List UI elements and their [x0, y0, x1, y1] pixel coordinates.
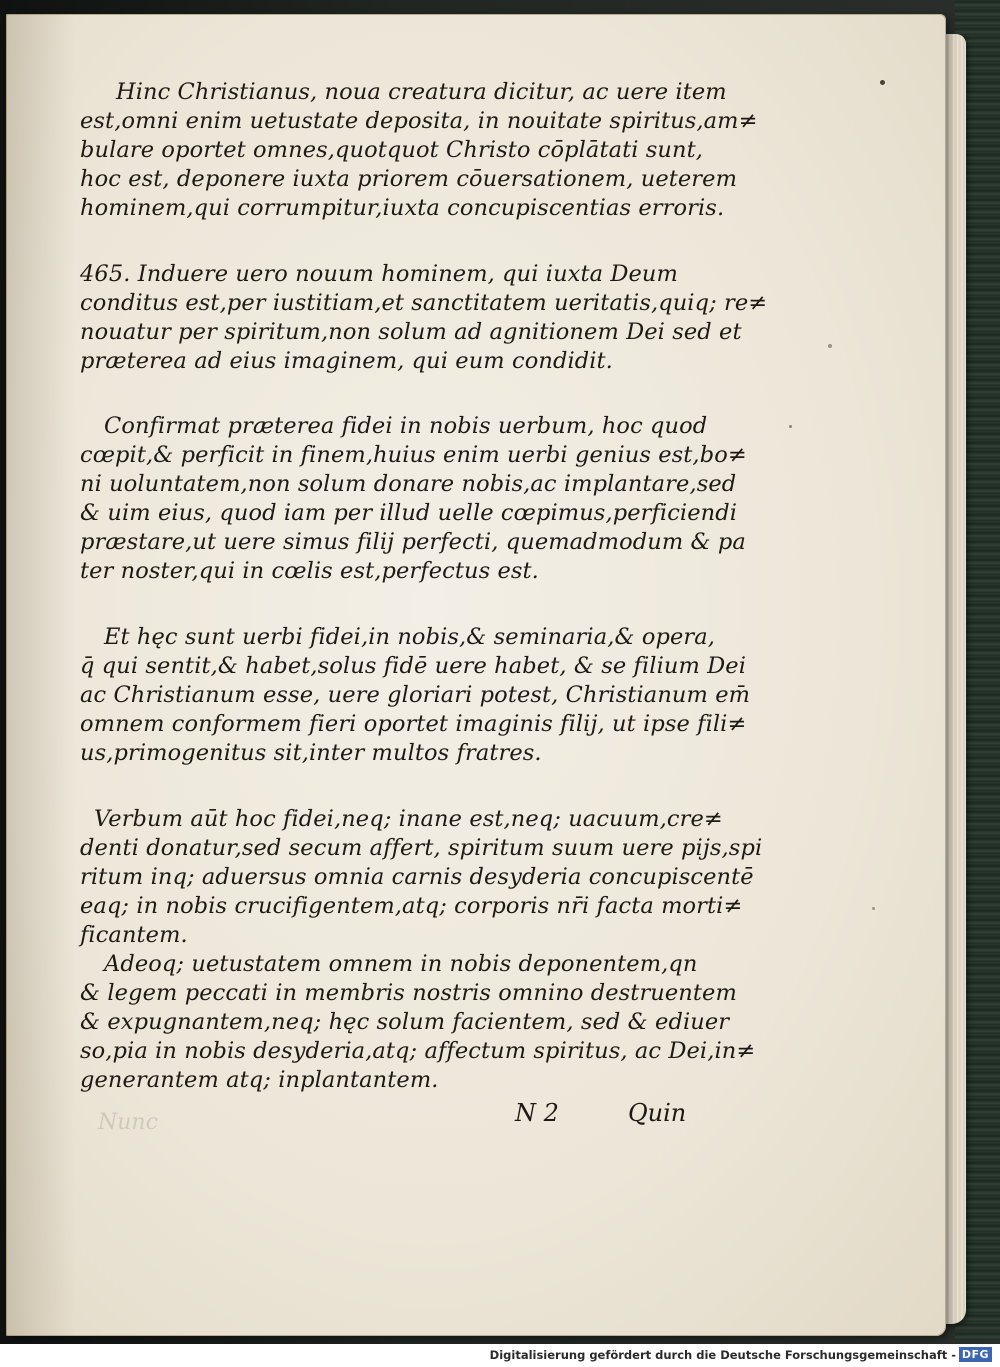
text-line: ritum inq; aduersus omnia carnis desyderia concupiscentē — [80, 864, 754, 890]
text-line: Confirmat præterea fidei in nobis uerbum, hoc quod — [104, 413, 708, 439]
text-line: & uim eius, quod iam per illud uelle cœpimus,perficiendi — [80, 500, 738, 526]
text-line: & legem peccati in membris nostris omnino destruentem — [80, 980, 737, 1006]
text-line: præterea ad eius imaginem, qui eum condidit. — [80, 348, 613, 374]
text-line: Hinc Christianus, noua creatura dicitur, ac uere item — [116, 79, 727, 105]
text-line: q̄ qui sentit,& habet,solus fidē uere habet, & se filium Dei — [80, 653, 746, 679]
text-line: Verbum aūt hoc fidei,neq; inane est,neq; uacuum,cre≠ — [94, 806, 723, 832]
text-line: & expugnantem,neq; hęc solum facientem, sed & ediuer — [80, 1009, 730, 1035]
paragraph — [80, 78, 758, 223]
text-line: 465. Induere uero nouum hominem, qui iuxta Deum — [80, 261, 678, 287]
ink-speck — [828, 344, 832, 348]
text-line: generantem atq; inplantantem. — [80, 1067, 439, 1093]
attribution-text: Digitalisierung gefördert durch die Deutsche Forschungsgemeinschaft - — [489, 1348, 956, 1362]
page-footer — [500, 1099, 720, 1131]
dfg-logo-icon: DFG — [959, 1347, 992, 1362]
text-line: Et hęc sunt uerbi fidei,in nobis,& seminaria,& opera, — [104, 624, 716, 650]
text-line: hoc est, deponere iuxta priorem cōuersationem, ueterem — [80, 166, 738, 192]
gutter-shadow — [6, 14, 76, 1336]
text-line: ac Christianum esse, uere gloriari potest, Christianum em̄ — [80, 682, 751, 708]
paragraph — [80, 950, 756, 1095]
text-line: hominem,qui corrumpitur,iuxta concupiscentias erroris. — [80, 195, 725, 221]
paragraph — [80, 260, 768, 376]
text-line: præstare,ut uere simus filij perfecti, quemadmodum & pa — [80, 529, 746, 555]
paragraph — [80, 623, 751, 768]
text-line: so,pia in nobis desyderia,atq; affectum spiritus, ac Dei,in≠ — [80, 1038, 756, 1064]
text-line: cœpit,& perficit in finem,huius enim uerbi genius est,bo≠ — [80, 442, 747, 468]
ink-speck — [880, 80, 885, 85]
page-text — [80, 78, 768, 1095]
catchword: Quin — [628, 1099, 687, 1127]
text-line: ficantem. — [80, 922, 188, 948]
paragraph — [80, 412, 747, 586]
text-line: bulare oportet omnes,quotquot Christo cōplātati sunt, — [80, 137, 704, 163]
text-line: conditus est,per iustitiam,et sanctitatem ueritatis,quiq; re≠ — [80, 290, 768, 316]
paragraph — [80, 805, 763, 950]
text-line: ter noster,qui in cœlis est,perfectus est. — [80, 558, 539, 584]
text-line: omnem conformem fieri oportet imaginis filij, ut ipse fili≠ — [80, 711, 747, 737]
text-line: ni uoluntatem,non solum donare nobis,ac implantare,sed — [80, 471, 737, 497]
text-line: nouatur per spiritum,non solum ad agnitionem Dei sed et — [80, 319, 742, 345]
ink-speck — [872, 907, 875, 910]
text-line: Adeoq; uetustatem omnem in nobis deponentem,qn — [104, 951, 698, 977]
text-line: us,primogenitus sit,inter multos fratres. — [80, 740, 542, 766]
text-line: denti donatur,sed secum affert, spiritum suum uere pijs,spi — [80, 835, 763, 861]
text-line: est,omni enim uetustate deposita, in nouitate spiritus,am≠ — [80, 108, 758, 134]
ink-speck — [789, 425, 792, 428]
show-through-text: Nunc — [98, 1110, 158, 1135]
signature-mark: N 2 — [515, 1099, 559, 1127]
text-line: eaq; in nobis crucifigentem,atq; corporis nr̄i facta morti≠ — [80, 893, 743, 919]
